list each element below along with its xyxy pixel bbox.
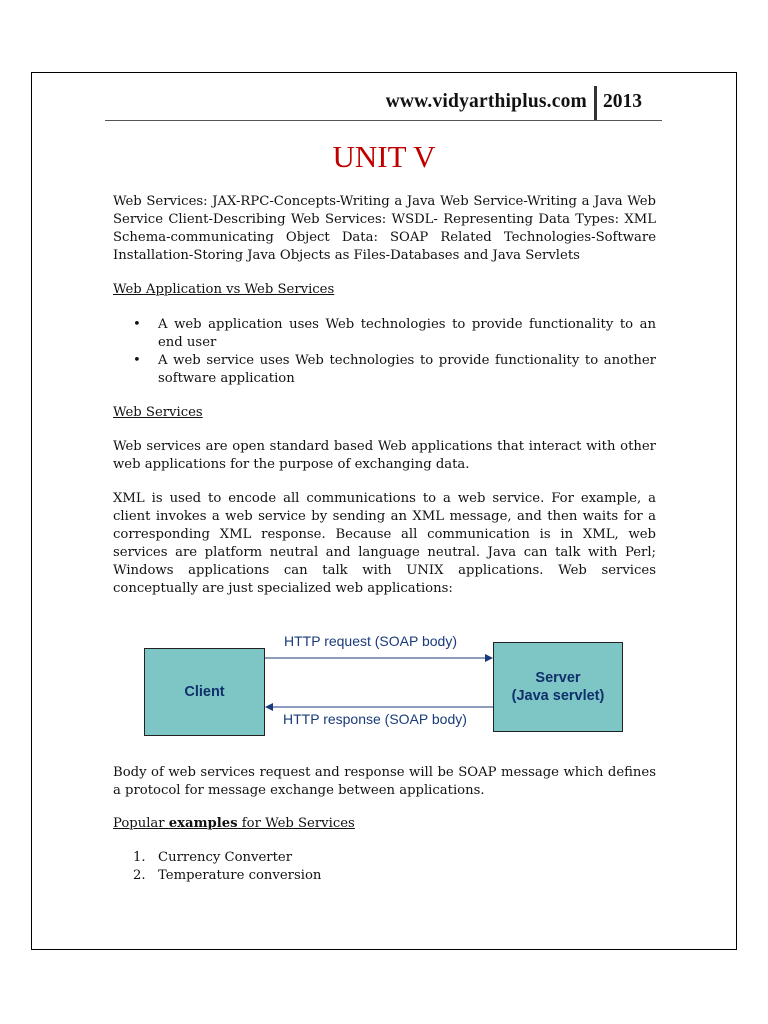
request-label: HTTP request (SOAP body) <box>284 633 457 649</box>
site-url: www.vidyarthiplus.com <box>385 91 587 112</box>
list-item <box>113 316 656 352</box>
bullet-icon: • <box>133 317 141 332</box>
list-item-text: A web service uses Web technologies to provide functionality to another software application <box>158 353 656 386</box>
page-header <box>105 86 662 121</box>
header-year: 2013 <box>603 91 642 112</box>
server-sublabel: (Java servlet) <box>511 688 605 704</box>
heading-examples-post: for Web Services <box>237 816 355 831</box>
heading-webapp-vs-ws: Web Application vs Web Services <box>113 282 335 297</box>
examples-list <box>113 849 656 885</box>
unit-title: UNIT V <box>332 139 436 174</box>
list-item <box>113 867 656 885</box>
server-label: Server <box>535 670 581 686</box>
list-item <box>113 849 656 867</box>
heading-examples-pre: Popular <box>113 816 169 831</box>
list-item-text: Temperature conversion <box>158 868 322 883</box>
client-server-diagram <box>144 630 624 740</box>
heading-web-services: Web Services <box>113 405 203 420</box>
ws-paragraph-1: Web services are open standard based Web applications that interact with other web applications for the purpose of exchanging data. <box>113 439 656 472</box>
ws-paragraph-2: XML is used to encode all communications to a web service. For example, a client invokes a web service by sending an XML message, and then waits for a corresponding XML response. Because all communication is in XML, web services are platform neutral and language neutral. Java can talk with Perl; Windows applications can talk with UNIX applications. Web services conceptually are just specialized web applications: <box>113 491 656 596</box>
response-label: HTTP response (SOAP body) <box>283 711 467 727</box>
list-item <box>113 352 656 388</box>
client-label: Client <box>184 684 225 700</box>
list-item-text: Currency Converter <box>158 850 293 865</box>
bullet-icon: • <box>133 353 141 368</box>
comparison-list <box>113 316 656 388</box>
heading-examples <box>113 815 355 833</box>
soap-paragraph: Body of web services request and response will be SOAP message which defines a protocol for message exchange between applications. <box>113 765 656 798</box>
header-divider <box>594 86 597 120</box>
list-number: 1. <box>133 850 146 865</box>
syllabus-paragraph: Web Services: JAX-RPC-Concepts-Writing a Java Web Service-Writing a Java Web Service Client-Describing Web Services: WSDL- Representing Data Types: XML Schema-communicating Object Data: SOAP Related Technologies-Software Installation-Storing Java Objects as Files-Databases and Java Servlets <box>113 194 656 263</box>
client-box <box>144 648 265 736</box>
list-number: 2. <box>133 868 146 883</box>
heading-examples-bold: examples <box>168 816 238 831</box>
list-item-text: A web application uses Web technologies to provide functionality to an end user <box>158 317 656 350</box>
server-box <box>493 642 623 732</box>
